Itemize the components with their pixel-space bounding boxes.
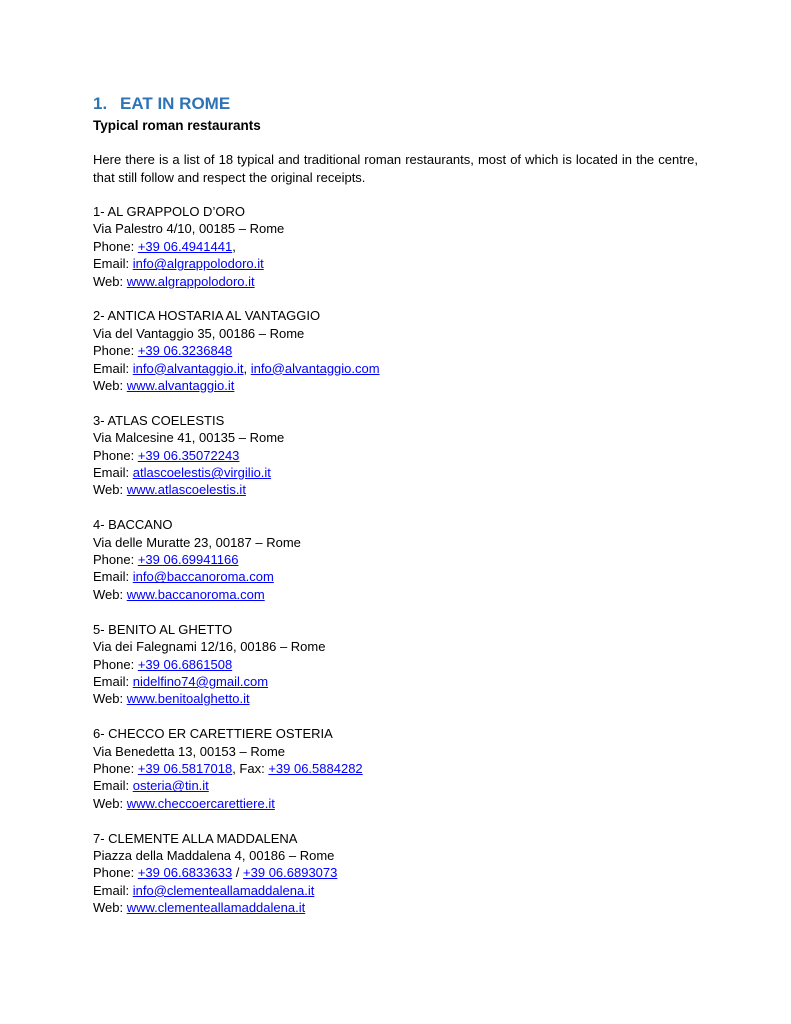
phone-link[interactable]: +39 06.5817018 [137, 760, 233, 776]
restaurant-entry-7 [93, 830, 698, 917]
restaurant-phone-line [93, 864, 698, 881]
web-link[interactable]: www.algrappolodoro.it [126, 273, 255, 289]
email-link[interactable]: atlascoelestis@virgilio.it [132, 465, 271, 481]
restaurant-title: 5- BENITO AL GHETTO [93, 621, 233, 637]
restaurant-phone-line [93, 447, 698, 464]
web-link[interactable]: www.atlascoelestis.it [126, 482, 246, 498]
restaurant-phone-line [93, 238, 698, 255]
web-link[interactable]: www.benitoalghetto.it [126, 691, 250, 707]
phone-label: Phone: [93, 238, 138, 254]
section-heading [93, 92, 698, 116]
email-link[interactable]: info@alvantaggio.it [132, 360, 244, 376]
restaurant-email-line [93, 255, 698, 272]
restaurant-web-line [93, 481, 698, 498]
restaurant-title: 7- CLEMENTE ALLA MADDALENA [93, 830, 298, 846]
phone-link[interactable]: +39 06.6861508 [137, 656, 233, 672]
fax-link[interactable]: +39 06.5884282 [268, 760, 363, 776]
email-label: Email: [93, 360, 133, 376]
phone-label: Phone: [93, 865, 138, 881]
phone-label: Phone: [93, 760, 138, 776]
restaurant-web-line [93, 899, 698, 916]
restaurant-email-line [93, 882, 698, 899]
phone-label: Phone: [93, 552, 138, 568]
section-subtitle: Typical roman restaurants [93, 118, 261, 133]
email-link[interactable]: osteria@tin.it [132, 778, 209, 794]
web-link[interactable]: www.clementeallamaddalena.it [126, 900, 306, 916]
email-link-secondary[interactable]: info@alvantaggio.com [250, 360, 380, 376]
restaurant-web-line [93, 586, 698, 603]
restaurant-email-line [93, 673, 698, 690]
restaurant-title: 4- BACCANO [93, 517, 173, 533]
email-link[interactable]: info@algrappolodoro.it [132, 256, 264, 272]
restaurant-entry-1 [93, 203, 698, 290]
restaurant-email-line [93, 360, 698, 377]
restaurant-address: Via del Vantaggio 35, 00186 – Rome [93, 325, 305, 341]
restaurant-address: Via dei Falegnami 12/16, 00186 – Rome [93, 639, 326, 655]
restaurant-entry-5 [93, 621, 698, 708]
phone-link[interactable]: +39 06.6833633 [137, 865, 233, 881]
web-label: Web: [93, 586, 127, 602]
web-label: Web: [93, 691, 127, 707]
email-link[interactable]: nidelfino74@gmail.com [132, 673, 269, 689]
separator: / [232, 865, 244, 881]
phone-link-secondary[interactable]: +39 06.6893073 [243, 865, 338, 881]
intro-paragraph: Here there is a list of 18 typical and traditional roman restaurants, most of which is located in the centre, that still follow and respect the original receipts. [93, 152, 698, 185]
email-label: Email: [93, 256, 133, 272]
section-number: 1. [93, 94, 108, 113]
restaurant-email-line [93, 464, 698, 481]
phone-link[interactable]: +39 06.4941441 [137, 238, 233, 254]
restaurant-title: 1- AL GRAPPOLO D’ORO [93, 204, 245, 219]
web-link[interactable]: www.baccanoroma.com [126, 586, 265, 602]
phone-link[interactable]: +39 06.3236848 [137, 343, 233, 359]
separator: , [243, 360, 251, 376]
restaurant-address: Via Malcesine 41, 00135 – Rome [93, 430, 285, 446]
restaurant-entry-4 [93, 516, 698, 603]
separator: , [232, 238, 236, 254]
restaurant-phone-line [93, 342, 698, 359]
email-link[interactable]: info@baccanoroma.com [132, 569, 274, 585]
restaurant-address: Via Palestro 4/10, 00185 – Rome [93, 221, 285, 237]
email-link[interactable]: info@clementeallamaddalena.it [132, 882, 315, 898]
web-link[interactable]: www.alvantaggio.it [126, 378, 235, 394]
web-label: Web: [93, 795, 127, 811]
phone-link[interactable]: +39 06.69941166 [137, 552, 239, 568]
restaurant-entry-2 [93, 307, 698, 394]
restaurant-entry-3 [93, 412, 698, 499]
email-label: Email: [93, 569, 133, 585]
phone-label: Phone: [93, 656, 138, 672]
section-title: EAT IN ROME [120, 94, 231, 113]
email-label: Email: [93, 673, 133, 689]
web-label: Web: [93, 482, 127, 498]
restaurant-web-line [93, 795, 698, 812]
restaurant-title: 6- CHECCO ER CARETTIERE OSTERIA [93, 726, 333, 742]
restaurant-email-line [93, 568, 698, 585]
restaurant-address: Piazza della Maddalena 4, 00186 – Rome [93, 847, 335, 863]
restaurant-email-line [93, 777, 698, 794]
phone-link[interactable]: +39 06.35072243 [137, 447, 240, 463]
restaurant-web-line [93, 377, 698, 394]
email-label: Email: [93, 882, 133, 898]
email-label: Email: [93, 465, 133, 481]
web-label: Web: [93, 378, 127, 394]
restaurant-phone-line [93, 760, 698, 777]
restaurant-phone-line [93, 656, 698, 673]
restaurant-entry-6 [93, 725, 698, 812]
restaurant-address: Via Benedetta 13, 00153 – Rome [93, 743, 286, 759]
restaurant-title: 3- ATLAS COELESTIS [93, 412, 225, 428]
restaurant-web-line [93, 690, 698, 707]
restaurant-phone-line [93, 551, 698, 568]
restaurant-web-line [93, 273, 698, 290]
phone-label: Phone: [93, 447, 138, 463]
phone-label: Phone: [93, 343, 138, 359]
document-page [93, 92, 698, 934]
email-label: Email: [93, 778, 133, 794]
web-label: Web: [93, 900, 127, 916]
web-link[interactable]: www.checcoercarettiere.it [126, 795, 275, 811]
web-label: Web: [93, 273, 127, 289]
restaurant-address: Via delle Muratte 23, 00187 – Rome [93, 534, 301, 550]
restaurant-title: 2- ANTICA HOSTARIA AL VANTAGGIO [93, 308, 321, 324]
fax-label: , Fax: [232, 760, 269, 776]
